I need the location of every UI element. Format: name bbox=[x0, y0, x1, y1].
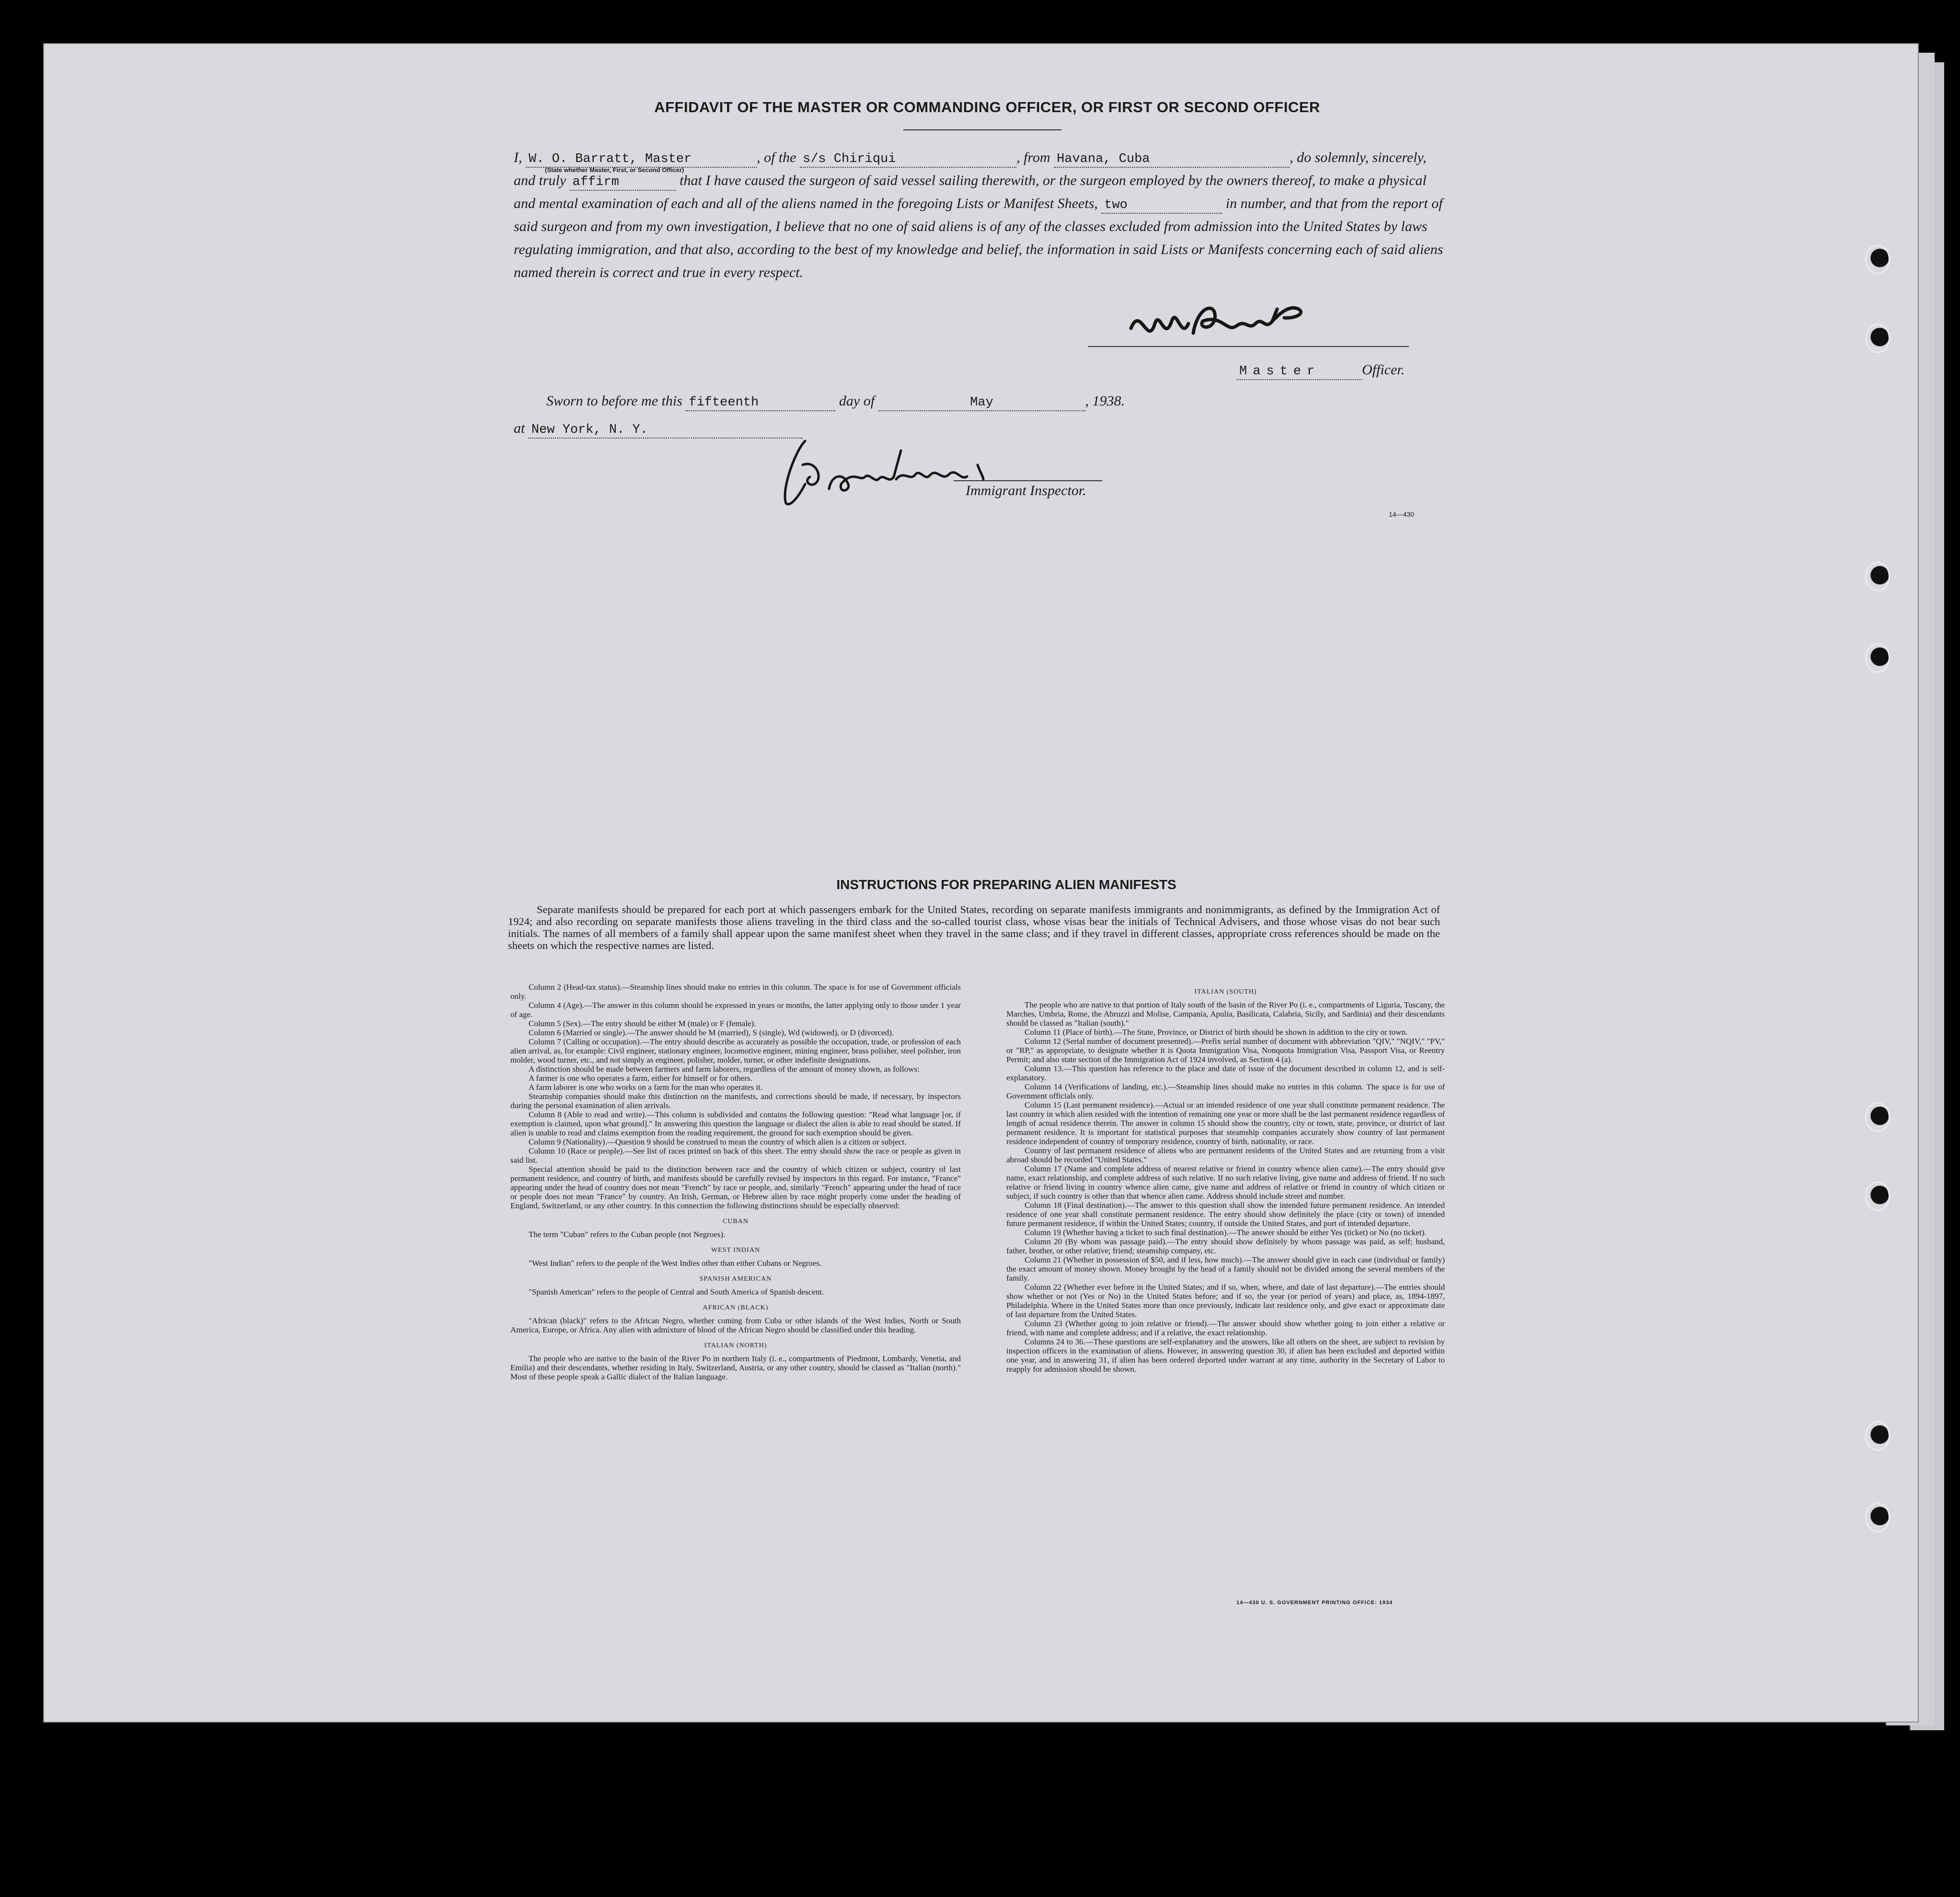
instruction-paragraph: Column 18 (Final destination).—The answer to this question shall show the intended future permanent residence. An intended residence of one year shall constitute permanent residence. The entry should show definitely the place (city or town) of intended future permanent residence, if within the United States; country, if outside the United States, and port of intended departure. bbox=[1006, 1201, 1445, 1228]
oath-field: affirm bbox=[570, 174, 676, 191]
text-of-the: , of the bbox=[757, 150, 796, 165]
instruction-paragraph: Column 9 (Nationality).—Question 9 should be construed to mean the country of which alien is a citizen or subject. bbox=[529, 1137, 907, 1146]
instruction-paragraph: "African (black)" refers to the African Negro, whether coming from Cuba or other islands of the West Indies, North or South America, Europe, or Africa. Any alien with admixture of blood of the African Negro should be classified under this heading. bbox=[510, 1316, 961, 1334]
sworn-label: Sworn to before me this bbox=[546, 393, 682, 409]
text-pre-name: I, bbox=[514, 150, 522, 165]
text-do: , do bbox=[1290, 150, 1312, 165]
affidavit-title: AFFIDAVIT OF THE MASTER OR COMMANDING OFFICER, OR FIRST OR SECOND OFFICER bbox=[654, 99, 1320, 116]
at-place-field: New York, N. Y. bbox=[529, 422, 803, 439]
instruction-paragraph: Column 4 (Age).—The answer in this column should be expressed in years or months, the latter applying only to those under 1 year of age. bbox=[510, 1001, 961, 1019]
at-line bbox=[514, 420, 803, 439]
instruction-paragraph: Column 7 (Calling or occupation).—The entry should describe as accurately as possible the occupation, trade, or profession of each alien arrival, as, for example: Civil engineer, stationary engineer, locomotive engineer, mining engineer, brass polisher, steel polisher, iron molder, wood turner, etc., and not simply as engineer, polisher, molder, turner, or other indefinite designations. bbox=[510, 1037, 961, 1064]
instruction-paragraph: Column 17 (Name and complete address of nearest relative or friend in country whence alien came).—The entry should give name, exact relationship, and complete address of such relative. If no such relative living, give name and address of friend. If no such relative or friend living in country whence alien came, give name and address of relative or friend in country of which citizen or subject, if such country is other than that whence alien came. Address should include street and number. bbox=[1006, 1164, 1445, 1201]
instruction-paragraph: The people who are native to that portion of Italy south of the basin of the River Po (i. e., compartments of Liguria, Tuscany, the Marches, Umbria, Rome, the Abruzzi and Molise, Campania, Apulia, Basilicata, Calabria, Sicily, and Sardinia) and their descendants should be classed as "Italian (south)." bbox=[1006, 1000, 1445, 1028]
punch-hole bbox=[1865, 643, 1890, 673]
printing-office-footer: 14—430 U. S. GOVERNMENT PRINTING OFFICE: 1934 bbox=[1236, 1600, 1393, 1606]
instruction-paragraph: The people who are native to the basin of the River Po in northern Italy (i. e., compartments of Piedmont, Lombardy, Venetia, and Emilia) and their descendants, whether residing in Italy, Switzerland, Austria, or any other country, should be classed as "Italian (north)." Most of these people speak a Gallic dialect of the Italian language. bbox=[510, 1354, 961, 1381]
heading-african: AFRICAN (BLACK) bbox=[703, 1304, 769, 1311]
signature-line bbox=[1088, 346, 1409, 347]
punch-hole bbox=[1865, 1181, 1890, 1211]
sworn-year: , 1938. bbox=[1085, 393, 1125, 409]
instructions-right-column bbox=[1006, 987, 1445, 1374]
instruction-paragraph: Column 21 (Whether in possession of $50, and if less, how much).—The answer should give in each case (individual or family) the exact amount of money shown. Money brought by the head of a family should not be divided among the several members of the family. bbox=[1006, 1255, 1445, 1283]
instruction-paragraph: "West Indian" refers to the people of the West Indies other than either Cubans or Negroes. bbox=[529, 1259, 822, 1268]
instruction-paragraph: Column 8 (Able to read and write).—This column is subdivided and contains the following question: "Read what language [or, if exemption is claimed, upon what ground]." In answering this question the language or dialect the alien is able to read should be stated. If alien is unable to read and claims exemption from the reading requirement, the ground for such exemption should be given. bbox=[510, 1110, 961, 1137]
instruction-paragraph: Column 23 (Whether going to join relative or friend).—The answer should show whether going to join either a relative or friend, with name and complete address; and if a relative, the exact relationship. bbox=[1006, 1319, 1445, 1337]
instruction-paragraph: A distinction should be made between farmers and farm laborers, regardless of the amount of money shown, as follows: bbox=[529, 1064, 920, 1074]
instruction-paragraph: A farmer is one who operates a farm, either for himself or for others. bbox=[529, 1074, 752, 1083]
punch-hole bbox=[1865, 324, 1890, 353]
instruction-paragraph: Column 5 (Sex).—The entry should be either M (male) or F (female). bbox=[529, 1019, 756, 1028]
inspector-label: Immigrant Inspector. bbox=[966, 483, 1086, 498]
instruction-paragraph: Column 6 (Married or single).—The answer should be M (married), S (single), Wd (widowed), or D (divorced). bbox=[529, 1028, 894, 1037]
officer-name-field: W. O. Barratt, Master bbox=[526, 151, 757, 168]
instruction-paragraph: Steamship companies should make this distinction on the manifests, and corrections should be made, if necessary, by inspectors during the personal examination of alien arrivals. bbox=[510, 1092, 961, 1110]
master-signature bbox=[1126, 295, 1308, 352]
instruction-paragraph: Column 20 (By whom was passage paid).—The entry should show definitely by whom passage was paid, as self; husband, father, brother, or other relative; friend; steamship company, etc. bbox=[1006, 1237, 1445, 1255]
text-from: , from bbox=[1016, 150, 1050, 165]
instruction-paragraph: Column 11 (Place of birth).—The State, Province, or District of birth should be shown in addition to the city or town. bbox=[1025, 1028, 1408, 1037]
instruction-paragraph: A farm laborer is one who works on a farm for the man who operates it. bbox=[529, 1083, 763, 1092]
instruction-paragraph: Country of last permanent residence of aliens who are permanent residents of the United States and are returning from a visit abroad should be recorded "United States." bbox=[1006, 1146, 1445, 1164]
sworn-day-field: fifteenth bbox=[686, 395, 835, 411]
inspector-signature-line bbox=[954, 480, 1102, 481]
instructions-left-column bbox=[510, 983, 961, 1381]
at-label: at bbox=[514, 420, 525, 436]
heading-cuban: CUBAN bbox=[722, 1218, 749, 1225]
instruction-paragraph: Column 12 (Serial number of document presented).—Prefix serial number of document with abbreviation "QIV," "NQIV," "PV," or "RP," as appropriate, to designate whether it is Quota Immigration Visa, Nonquota Immigration Visa, Passport Visa, or Reentry Permit; and also state section of the Immigration Act of 1924 involved, as Section 4 (a). bbox=[1006, 1037, 1445, 1064]
title-underline bbox=[903, 129, 1061, 130]
instruction-paragraph: Column 13.—This question has reference to the place and date of issue of the document described in column 12, and is self-explanatory. bbox=[1006, 1064, 1445, 1082]
instruction-paragraph: Column 14 (Verifications of landing, etc.).—Steamship lines should make no entries in this column. The space is for use of Government officials only. bbox=[1006, 1082, 1445, 1100]
instruction-paragraph: "Spanish American" refers to the people of Central and South America of Spanish descent. bbox=[529, 1287, 824, 1296]
punch-hole bbox=[1865, 562, 1890, 591]
day-of-label: day of bbox=[839, 393, 875, 409]
sheet-count-field: two bbox=[1101, 197, 1222, 214]
text-solemnly: solemnly, sincerely, and truly bbox=[514, 150, 1427, 188]
text-surgeon: that I have caused the surgeon of said vessel sailing therewith, or the surgeon employed by the owners thereof, to make a physical and mental examination of each and all of the aliens named in the foregoing Lists or Manifest Sheets, bbox=[514, 173, 1427, 211]
punch-hole bbox=[1865, 1503, 1890, 1532]
instruction-paragraph: Column 10 (Race or people).—See list of races printed on back of this sheet. The entry should show the race or people as given in said list. bbox=[510, 1146, 961, 1165]
punch-hole bbox=[1865, 1102, 1890, 1132]
punch-hole bbox=[1865, 244, 1890, 274]
heading-spanish-american: SPANISH AMERICAN bbox=[699, 1275, 772, 1283]
instruction-paragraph: Column 19 (Whether having a ticket to such final destination).—The answer should be either Yes (ticket) or No (no ticket). bbox=[1025, 1228, 1427, 1237]
instructions-title: INSTRUCTIONS FOR PREPARING ALIEN MANIFESTS bbox=[836, 877, 1176, 892]
officer-label: Officer. bbox=[1362, 362, 1405, 378]
text-belief: in number, and that from the report of said surgeon and from my own investigation, I believe that no one of said aliens is of any of the classes excluded from admission into the United States by laws regulating immigration, and that also, according to the best of my knowledge and belief, the information in said Lists or Manifests concerning each of said aliens named therein is correct and true in every respect. bbox=[514, 196, 1443, 280]
sworn-month-field: May bbox=[878, 395, 1085, 411]
heading-west-indian: WEST INDIAN bbox=[711, 1247, 761, 1254]
instructions-intro: Separate manifests should be prepared for each port at which passengers embark for the United States, recording on separate manifests immigrants and nonimmigrants, as defined by the Immigration Act of 1924; and also recording on separate manifests those aliens traveling in the third class and the so-called tourist class, whose visas bear the initials of Technical Advisers, and those whose visas do not bear such initials. The names of all members of a family shall appear upon the same manifest sheet when they travel in the same class; and if they travel in different classes, appropriate cross references should be made on the sheets on which the respective names are listed. bbox=[508, 903, 1440, 951]
sworn-line bbox=[546, 393, 1125, 411]
punch-hole bbox=[1865, 1421, 1890, 1451]
instruction-paragraph: Column 22 (Whether ever before in the United States; and if so, when, where, and date of last departure).—The entries should show whether or not (Yes or No) in the United States before; and if so, the year (or period of years) and place, as, 1894-1897, Philadelphia. Where in the United States more than once previously, indicate last residence only, and give exact or approximate date of last departure from the United States. bbox=[1006, 1283, 1445, 1319]
heading-italian-north: ITALIAN (NORTH) bbox=[704, 1342, 767, 1349]
officer-rank bbox=[1236, 362, 1405, 380]
port-field: Havana, Cuba bbox=[1054, 151, 1290, 168]
instruction-paragraph: Column 15 (Last permanent residence).—Actual or an intended residence of one year shall constitute permanent residence. The last country in which alien resided with the intention of remaining one year or more shall be the last permanent residence regardless of length of actual residence therein. The answer in column 15 should show the country, city or town, state, province, or district of last permanent residence. It is important for statistical purposes that steamship companies accurately show country of last permanent residence independent of country of temporary residence, country of birth, nationality, or race. bbox=[1006, 1100, 1445, 1146]
vessel-field: s/s Chiriqui bbox=[800, 151, 1016, 168]
form-number: 14—430 bbox=[1389, 510, 1414, 518]
instruction-paragraph: Columns 24 to 36.—These questions are self-explanatory and the answers, like all others on the sheet, are subject to revision by inspection officers in the examination of aliens. However, in answering question 30, if alien has been excluded and deported within one year, and in answering 31, if alien has been ordered deported under warrant at any time, authority in the Secretary of Labor to reapply for admission should be shown. bbox=[1006, 1337, 1445, 1374]
officer-rank-note: (State whether Master, First, or Second Officer) bbox=[545, 166, 684, 174]
officer-rank-field: Master bbox=[1236, 364, 1362, 380]
instruction-paragraph: Column 2 (Head-tax status).—Steamship lines should make no entries in this column. The space is for use of Government officials only. bbox=[510, 983, 961, 1001]
heading-italian-south: ITALIAN (SOUTH) bbox=[1194, 988, 1257, 995]
instruction-paragraph: The term "Cuban" refers to the Cuban people (not Negroes). bbox=[529, 1230, 726, 1239]
instruction-paragraph: Special attention should be paid to the distinction between race and the country of which citizen or subject, country of last permanent residence, and country of birth, and manifests should be carefully revised by inspectors in this regard. For instance, "France" appearing under the head of country does not mean "French" by race or people, and, similarly "French" appearing under the head of race or people does not mean "France" by country. An Irish, German, or Hebrew alien by race might properly come under the heading of England, Switzerland, or any other country. In this connection the following distinctions should be especially observed: bbox=[510, 1165, 961, 1210]
